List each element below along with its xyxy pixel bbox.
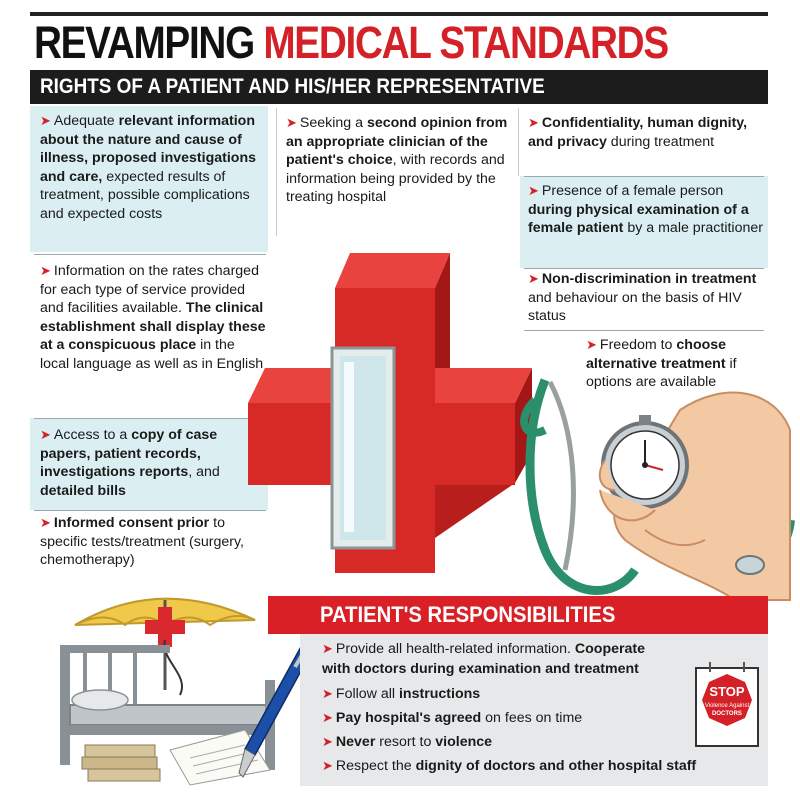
divider bbox=[34, 418, 266, 419]
page-title bbox=[34, 18, 670, 68]
divider bbox=[34, 254, 266, 255]
text: on fees on time bbox=[481, 710, 583, 726]
responsibility-item bbox=[322, 758, 696, 774]
responsibility-item bbox=[322, 734, 492, 750]
column-divider bbox=[276, 108, 277, 236]
text-bold: second opinion from an appropriate clinician of the patient's choice bbox=[286, 115, 508, 168]
text: Access to a bbox=[53, 427, 132, 443]
title-part-black: REVAMPING bbox=[34, 17, 264, 68]
responsibilities-title: PATIENT'S RESPONSIBILITIES bbox=[320, 602, 616, 627]
top-rule bbox=[30, 12, 768, 16]
text-bold: relevant information about the nature and cause of illness, proposed investigations and care, bbox=[40, 113, 257, 185]
arrow-bullet-icon: ➤ bbox=[528, 271, 539, 286]
arrow-bullet-icon: ➤ bbox=[40, 113, 51, 128]
arrow-bullet-icon: ➤ bbox=[322, 641, 333, 656]
text: , and bbox=[188, 464, 220, 480]
column-divider bbox=[518, 108, 519, 176]
responsibility-item bbox=[322, 641, 645, 657]
text: to specific tests/treatment (surgery, chemotherapy) bbox=[40, 515, 244, 568]
text: , with records and information being provided by the treating hospital bbox=[286, 152, 505, 205]
text-bold: choose alternative treatment bbox=[586, 337, 727, 372]
title-part-red: MEDICAL STANDARDS bbox=[263, 17, 668, 68]
arrow-bullet-icon: ➤ bbox=[322, 686, 333, 701]
text: Seeking a bbox=[299, 115, 367, 131]
arrow-bullet-icon: ➤ bbox=[528, 115, 539, 130]
text-bold: The clinical establishment shall display these at a conspicuous place bbox=[40, 300, 266, 353]
text-bold: Cooperate bbox=[574, 641, 646, 657]
text: if options are available bbox=[586, 355, 737, 390]
text: in the local language as well as in English bbox=[40, 337, 264, 372]
arrow-bullet-icon: ➤ bbox=[528, 183, 539, 198]
divider bbox=[524, 176, 764, 177]
right-rates bbox=[40, 262, 266, 373]
arrow-bullet-icon: ➤ bbox=[322, 710, 333, 725]
text-bold: with doctors during examination and treatment bbox=[322, 661, 639, 677]
text-bold: Pay hospital's agreed bbox=[335, 710, 482, 726]
text: Freedom to bbox=[599, 337, 677, 353]
text: Presence of a female person bbox=[541, 183, 724, 199]
right-records bbox=[40, 426, 266, 500]
arrow-bullet-icon: ➤ bbox=[286, 115, 297, 130]
right-confidentiality bbox=[528, 114, 764, 151]
responsibility-item bbox=[322, 710, 582, 726]
arrow-bullet-icon: ➤ bbox=[40, 515, 51, 530]
text: and behaviour on the basis of HIV status bbox=[528, 289, 742, 324]
arrow-bullet-icon: ➤ bbox=[322, 734, 333, 749]
text: by a male practitioner bbox=[623, 220, 763, 236]
text-bold: Non-discrimination in treatment bbox=[541, 271, 757, 287]
arrow-bullet-icon: ➤ bbox=[586, 337, 597, 352]
right-info-nature bbox=[40, 112, 266, 223]
text: Information on the rates charged for each type of service provided and facilities available. bbox=[40, 263, 259, 316]
text-bold: Informed consent prior bbox=[53, 515, 210, 531]
stop-line-1: Violence Against bbox=[704, 703, 750, 709]
text-bold: during physical examination of a female patient bbox=[528, 201, 749, 236]
text-bold: dignity of doctors and other hospital staff bbox=[415, 758, 697, 774]
arrow-bullet-icon: ➤ bbox=[322, 758, 333, 773]
text: during treatment bbox=[606, 133, 715, 150]
text: Respect the bbox=[335, 758, 416, 774]
text-bold: Confidentiality, human dignity, and privacy bbox=[528, 115, 748, 150]
stop-line-2: DOCTORS bbox=[712, 711, 742, 717]
divider bbox=[34, 510, 266, 511]
responsibility-item bbox=[322, 686, 480, 702]
text: Adequate bbox=[53, 113, 119, 129]
arrow-bullet-icon: ➤ bbox=[40, 427, 51, 442]
text: resort to bbox=[375, 734, 436, 750]
arrow-bullet-icon: ➤ bbox=[40, 263, 51, 278]
text: Follow all bbox=[335, 686, 399, 702]
right-consent bbox=[40, 514, 266, 570]
text: expected results of treatment, possible complications and expected costs bbox=[40, 168, 250, 222]
subheading-bar bbox=[30, 70, 768, 104]
subheading: RIGHTS OF A PATIENT AND HIS/HER REPRESENTATIVE bbox=[40, 75, 545, 98]
responsibility-item-cont bbox=[322, 661, 639, 677]
stethoscope-icon bbox=[505, 370, 795, 610]
text: Provide all health-related information. bbox=[335, 641, 575, 657]
text-bold: copy of case papers, patient records, investigations reports bbox=[40, 427, 218, 480]
text-bold: detailed bills bbox=[40, 482, 126, 499]
text-bold: instructions bbox=[398, 686, 481, 702]
stop-word: STOP bbox=[709, 684, 745, 699]
text-bold: Never bbox=[335, 734, 376, 750]
right-female-presence bbox=[528, 182, 764, 238]
right-second-opinion bbox=[286, 114, 512, 207]
stop-sign-icon bbox=[690, 660, 764, 748]
text-bold: violence bbox=[435, 734, 493, 750]
